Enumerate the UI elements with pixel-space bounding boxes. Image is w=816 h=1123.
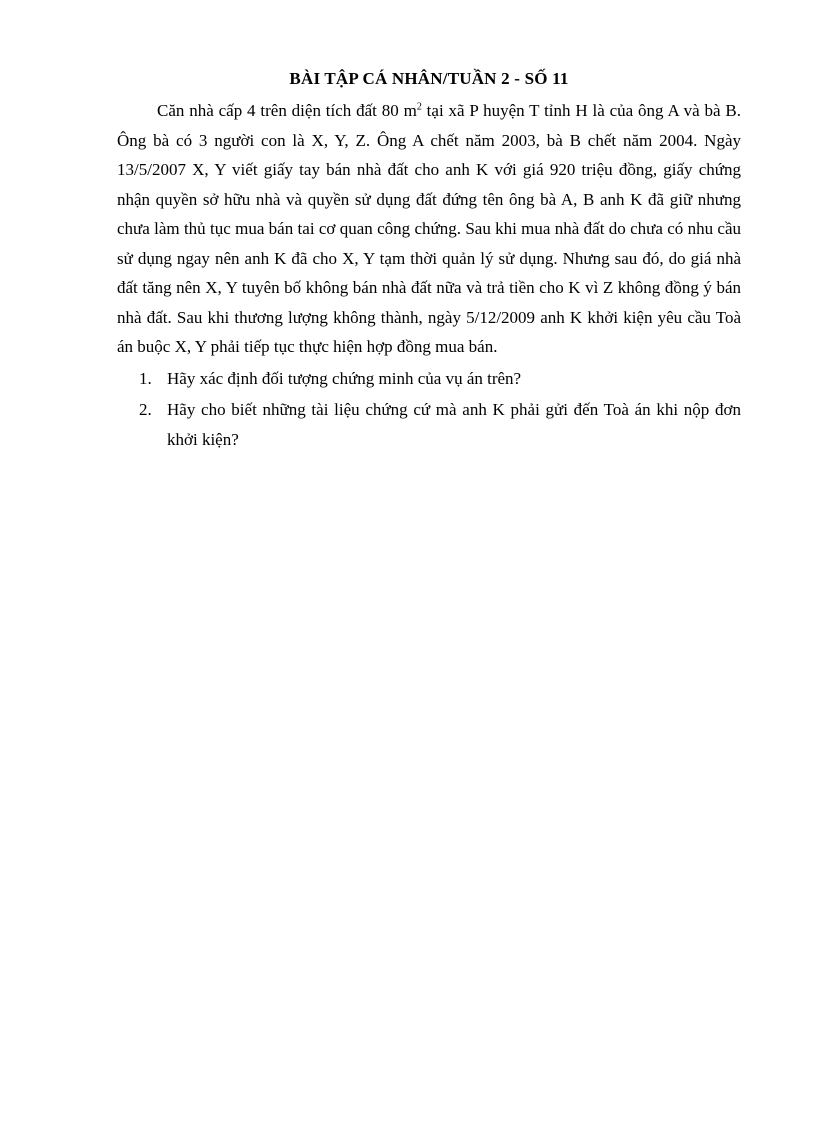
question-text: Hãy cho biết những tài liệu chứng cứ mà anh K phải gửi đến Toà án khi nộp đơn khởi kiện? (167, 400, 741, 449)
paragraph-text-start: Căn nhà cấp 4 trên diện tích đất 80 m (157, 101, 417, 120)
case-paragraph (117, 96, 741, 362)
document-body (117, 66, 741, 454)
paragraph-text-rest: tại xã P huyện T tỉnh H là của ông A và bà B. Ông bà có 3 người con là X, Y, Z. Ông A chết năm 2003, bà B chết năm 2004. Ngày 13/5/2007 X, Y viết giấy tay bán nhà đất cho anh K với giá 920 triệu đồng, giấy chứng nhận quyền sở hữu nhà và quyền sử dụng đất đứng tên ông bà A, B anh K đã giữ nhưng chưa làm thủ tục mua bán tai cơ quan công chứng. Sau khi mua nhà đất do chưa có nhu cầu sử dụng ngay nên anh K đã cho X, Y tạm thời quản lý sử dụng. Nhưng sau đó, do giá nhà đất tăng nên X, Y tuyên bố không bán nhà đất nữa và trả tiền cho K vì Z không đồng ý bán nhà đất. Sau khi thương lượng không thành, ngày 5/12/2009 anh K khởi kiện yêu cầu Toà án buộc X, Y phải tiếp tục thực hiện hợp đồng mua bán. (117, 101, 742, 356)
question-item (117, 364, 741, 394)
question-number: 1. (139, 368, 152, 388)
question-number: 2. (139, 400, 152, 419)
question-text: Hãy xác định đối tượng chứng minh của vụ án trên? (167, 368, 522, 388)
document-title: BÀI TẬP CÁ NHÂN/TUẦN 2 - SỐ 11 (289, 69, 569, 88)
square-meter-superscript: 2 (416, 101, 422, 113)
question-list (117, 364, 741, 455)
question-item (117, 395, 741, 454)
